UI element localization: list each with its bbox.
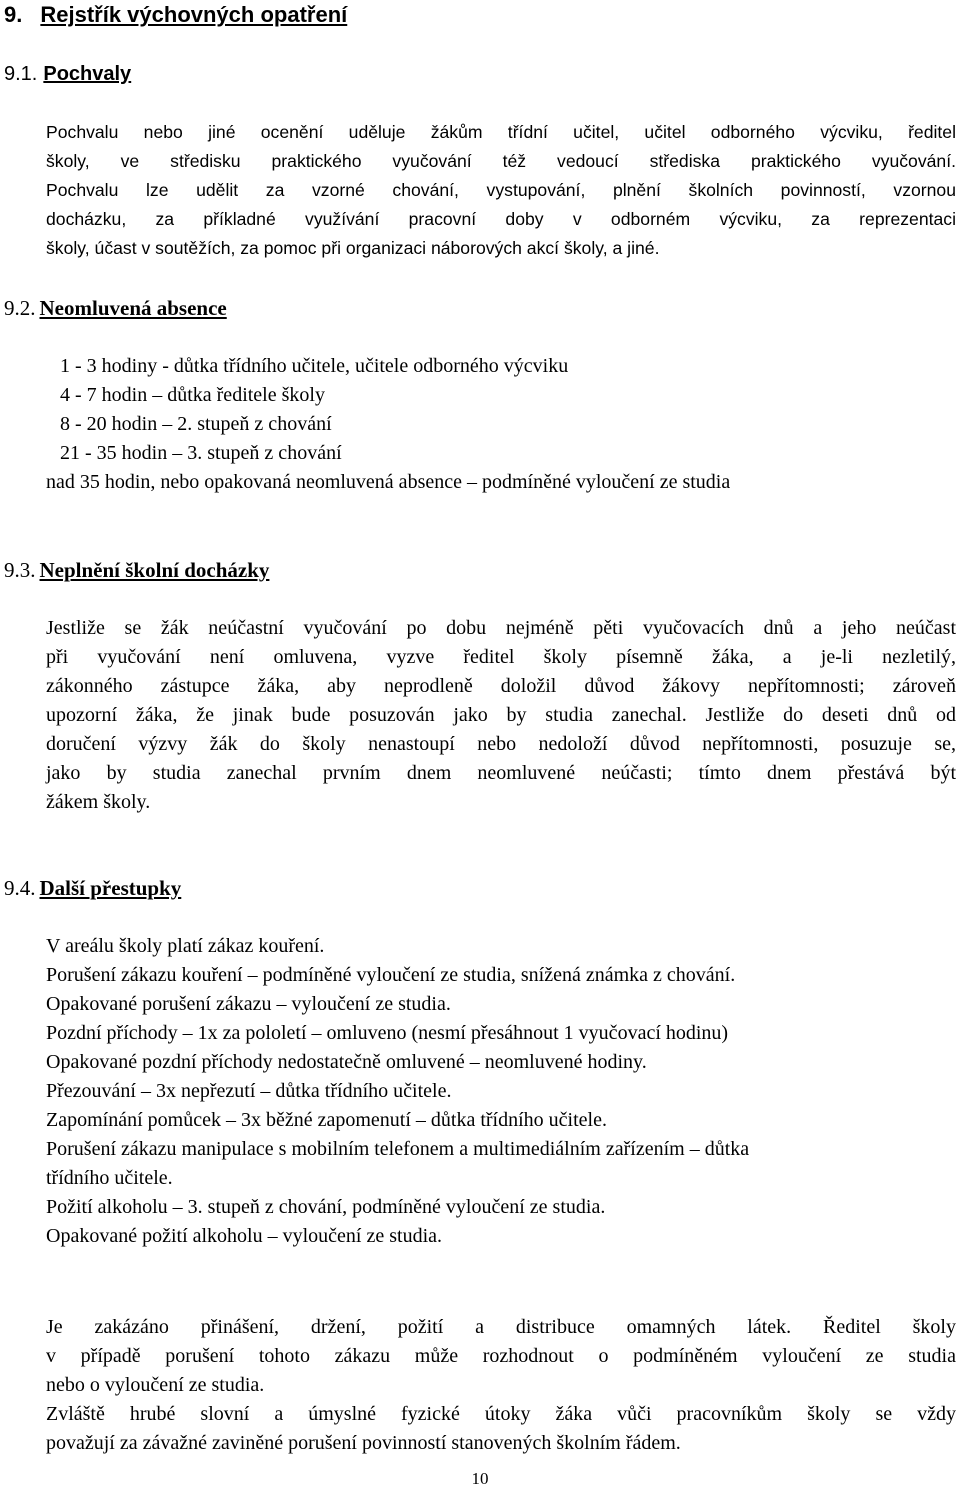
drugs-line: v případě porušení tohoto zákazu může rozhodnout o podmíněném vyloučení ze studia <box>46 1345 956 1367</box>
attendance-line: doručení výzvy žák do školy nenastoupí nebo nedoloží důvod nepřítomnosti, posuzuje se, <box>46 733 956 755</box>
attendance-number: 9.3. <box>4 558 36 582</box>
offense-item: Opakované pozdní příchody nedostatečně omluvené – neomluvené hodiny. <box>46 1051 647 1073</box>
attendance-line: jako by studia zanechal prvním dnem neomluvené neúčasti; tímto dnem přestává být <box>46 762 956 784</box>
praise-line: Pochvalu lze udělit za vzorné chování, vystupování, plnění školních povinností, vzornou <box>46 180 956 200</box>
offenses-title: Další přestupky <box>39 876 182 900</box>
violence-line: Zvláště hrubé slovní a úmyslné fyzické útoky žáka vůči pracovníkům školy se vždy <box>46 1403 956 1425</box>
praise-line: školy, ve středisku praktického vyučování též vedoucí střediska praktického vyučování. <box>46 151 956 171</box>
absence-list <box>60 352 568 468</box>
offense-item: Opakované porušení zákazu – vyloučení ze studia. <box>46 993 451 1015</box>
attendance-line: při vyučování není omluvena, vyzve ředitel školy písemně žáka, a je-li nezletilý, <box>46 646 956 668</box>
praise-line: docházku, za příkladné využívání pracovní doby v odborném výcviku, za reprezentaci <box>46 209 956 229</box>
attendance-title: Neplnění školní docházky <box>39 558 270 582</box>
absence-item: 21 - 35 hodin – 3. stupeň z chování <box>60 442 342 464</box>
offense-item: V areálu školy platí zákaz kouření. <box>46 935 325 957</box>
absence-item: 1 - 3 hodiny - důtka třídního učitele, učitele odborného výcviku <box>60 355 569 377</box>
offense-item: Opakované požití alkoholu – vyloučení ze studia. <box>46 1225 443 1247</box>
drugs-line: nebo o vyloučení ze studia. <box>46 1374 265 1396</box>
section-number: 9. <box>4 2 23 27</box>
absence-item: 4 - 7 hodin – důtka ředitele školy <box>60 384 325 406</box>
attendance-line: žákem školy. <box>46 791 151 813</box>
page-number: 10 <box>471 1469 489 1488</box>
absence-title: Neomluvená absence <box>39 296 227 320</box>
violence-line: považují za závažné zaviněné porušení povinností stanovených školním řádem. <box>46 1432 681 1454</box>
absence-heading <box>4 294 227 323</box>
attendance-line: upozorní žáka, že jinak bude posuzován jako by studia zanechal. Jestliže do deseti dnů od <box>46 704 956 726</box>
offenses-heading <box>4 874 181 903</box>
offense-item: Přezouvání – 3x nepřezutí – důtka třídního učitele. <box>46 1080 452 1102</box>
absence-number: 9.2. <box>4 296 36 320</box>
praise-title: Pochvaly <box>43 63 132 85</box>
attendance-heading <box>4 556 269 585</box>
offense-item: Pozdní příchody – 1x za pololetí – omluveno (nesmí přesáhnout 1 vyučovací hodinu) <box>46 1022 729 1044</box>
violence-paragraph <box>46 1400 956 1458</box>
praise-number: 9.1. <box>4 63 38 85</box>
offenses-list <box>46 932 749 1251</box>
offenses-number: 9.4. <box>4 876 36 900</box>
attendance-line: zákonného zástupce žáka, aby neprodleně doložil důvod žákovy nepřítomnosti; zároveň <box>46 675 956 697</box>
offense-item: třídního učitele. <box>46 1167 173 1189</box>
praise-paragraph <box>46 118 956 263</box>
offense-item: Požití alkoholu – 3. stupeň z chování, podmíněné vyloučení ze studia. <box>46 1196 606 1218</box>
drugs-paragraph <box>46 1313 956 1400</box>
offense-item: Zapomínání pomůcek – 3x běžné zapomenutí – důtka třídního učitele. <box>46 1109 607 1131</box>
absence-item: 8 - 20 hodin – 2. stupeň z chování <box>60 413 332 435</box>
offense-item: Porušení zákazu kouření – podmíněné vyloučení ze studia, snížená známka z chování. <box>46 964 736 986</box>
offense-item: Porušení zákazu manipulace s mobilním telefonem a multimediálním zařízením – důtka <box>46 1138 750 1160</box>
praise-line: školy, účast v soutěžích, za pomoc při organizaci náborových akcí školy, a jiné. <box>46 238 660 258</box>
attendance-line: Jestliže se žák neúčastní vyučování po dobu nejméně pěti vyučovacích dnů a jeho neúčast <box>46 617 956 639</box>
absence-list-last <box>46 468 730 497</box>
praise-heading <box>4 60 131 89</box>
drugs-line: Je zakázáno přinášení, držení, požití a distribuce omamných látek. Ředitel školy <box>46 1316 956 1338</box>
absence-item: nad 35 hodin, nebo opakovaná neomluvená absence – podmíněné vyloučení ze studia <box>46 471 731 493</box>
section-title: Rejstřík výchovných opatření <box>40 2 348 27</box>
section-heading <box>4 0 347 30</box>
praise-line: Pochvalu nebo jiné ocenění uděluje žákům třídní učitel, učitel odborného výcviku, ředitel <box>46 122 956 142</box>
attendance-paragraph <box>46 614 956 817</box>
